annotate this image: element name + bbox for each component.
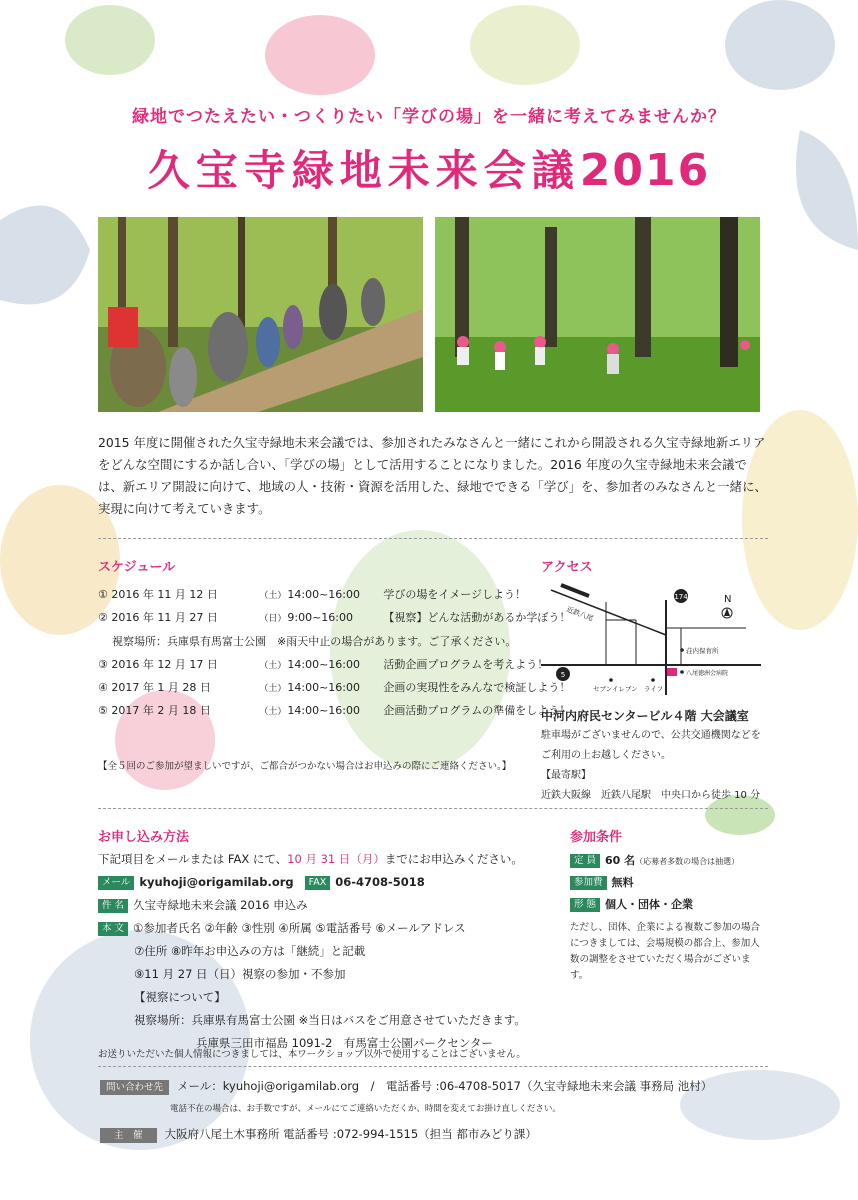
fee-row: 参加費 無料 (570, 872, 760, 894)
conditions-heading: 参加条件 (570, 830, 623, 845)
svg-text:N: N (724, 594, 732, 605)
privacy-note: お送りいただいた個人情報につきましては、本ワークショップ以外で使用することはございません。 (98, 1049, 526, 1060)
leaf-stamp-blue (725, 0, 835, 90)
apply-visit-2: 兵庫県三田市福島 1091-2 有馬富士公園パークセンター (196, 1036, 493, 1050)
title-year: 2016 (579, 145, 711, 196)
access-station: 近鉄大阪線 近鉄八尾駅 中央口から徒歩 10 分 (541, 790, 761, 801)
apply-lead: 下記項目をメールまたは FAX にて、10 月 31 日（月）までにお申込みください。 (98, 852, 523, 866)
host-tag: 主 催 (100, 1128, 157, 1143)
subject-tag: 件 名 (98, 899, 128, 913)
schedule-heading: スケジュール (98, 560, 176, 575)
svg-text:ライフ: ライフ (644, 685, 664, 693)
svg-text:5: 5 (560, 671, 566, 679)
schedule-item: ⑤ 2017 年 2 月 18 日 （土）14:00~16:00 企画活動プログラムの準備をしよう！ (98, 704, 571, 718)
access-note-1: 駐車場がございませんので、公共交通機関などを (541, 730, 761, 741)
svg-text:セブンイレブン: セブンイレブン (593, 685, 638, 693)
access-note-2: ご利用の上お越しください。 (541, 750, 671, 761)
photo-forest-walk (98, 217, 423, 412)
header-subtitle: 緑地でつたえたい・つくりたい「学びの場」を一緒に考えてみませんか？ (132, 107, 726, 127)
svg-text:八尾徳洲会病院: 八尾徳洲会病院 (686, 670, 729, 677)
divider-bottom (98, 1066, 768, 1067)
leaf-stamp-blue-left (0, 205, 90, 304)
contact-note: 電話不在の場合は、お手数ですが、メールにてご連絡いただくか、時間を変えてお掛け直しください。 (170, 1104, 561, 1114)
apply-mail-link[interactable]: kyuhoji@origamilab.org (139, 875, 294, 889)
divider-middle (98, 808, 768, 809)
access-station-label: 【最寄駅】 (541, 770, 591, 781)
svg-text:近鉄八尾: 近鉄八尾 (565, 605, 595, 623)
svg-text:荘内保育所: 荘内保育所 (686, 647, 719, 655)
apply-visit-head: 【視察について】 (134, 990, 226, 1004)
apply-body-row-2: ⑦住所 ⑧昨年お申込みの方は「継続」と記載 (134, 944, 366, 958)
contact-row (100, 1078, 712, 1095)
apply-body-row-3: ⑨11 月 27 日（日）視察の参加・不参加 (134, 967, 346, 981)
apply-contact-row (98, 871, 558, 894)
host-row (100, 1126, 537, 1143)
venue-marker (667, 668, 677, 676)
body-tag: 本 文 (98, 922, 128, 936)
access-venue: 中河内府民センタービル４階 大会議室 (541, 709, 749, 723)
schedule-item: ② 2016 年 11 月 27 日 （日）9:00~16:00 【視察】どんな活動があるか学ぼう！ (98, 611, 571, 625)
form-row: 形 態 個人・団体・企業 (570, 894, 760, 916)
leaf-stamp-yellow (470, 5, 580, 85)
schedule-footnote: 【全５回のご参加が望ましいですが、ご都合がつかない場合はお申込みの際にご連絡ください。】 (98, 761, 512, 772)
capacity-row: 定 員 60 名（応募者多数の場合は抽選） (570, 850, 760, 872)
intro-paragraph: 2015 年度に開催された久宝寺緑地未来会議では、参加されたみなさんと一緒にこれから開設される久宝寺緑地新エリアをどんな空間にするか話し合い、「学びの場」として活用することになりました。2016 年度の久宝寺緑地未来会議では、新エリア開設に向けて、地域の人・技術・資源を活用した、緑地でできる「学び」を、参加者のみなさんと一緒に、実現に向けて考えていきます。 (98, 435, 767, 516)
contact-text: メール：kyuhoji@origamilab.org / 電話番号 :06-4708-5017（久宝寺緑地未来会議 事務局 池村） (177, 1079, 713, 1093)
svg-text:174: 174 (674, 593, 688, 601)
conditions-note: ただし、団体、企業による複数ご参加の場合につきましては、会場規模の都合上、参加人数の調整をさせていただく場合がございます。 (570, 922, 761, 981)
apply-visit-1: 視察場所：兵庫県有馬富士公園 ※当日はバスをご用意させていただきます。 (134, 1013, 526, 1027)
host-text: 大阪府八尾土木事務所 電話番号 :072-994-1515（担当 都市みどり課） (164, 1127, 537, 1141)
apply-section (98, 848, 558, 1055)
schedule-list (98, 583, 571, 723)
apply-subject-row: 件 名 久宝寺緑地未来会議 2016 申込み (98, 894, 558, 917)
access-heading: アクセス (541, 560, 593, 575)
title-text: 久宝寺緑地未来会議 (147, 146, 580, 195)
fax-tag: FAX (305, 876, 331, 890)
schedule-visit-note: 視察場所：兵庫県有馬富士公園 ※雨天中止の場合があります。ご了承ください。 (112, 634, 517, 648)
divider-top (98, 538, 768, 539)
apply-heading: お申し込み方法 (98, 830, 190, 845)
access-map (541, 580, 761, 695)
conditions-section (570, 850, 760, 984)
access-info (541, 706, 781, 806)
contact-tag: 問い合わせ先 (100, 1080, 169, 1095)
apply-fax: 06-4708-5018 (335, 875, 425, 889)
schedule-item: ③ 2016 年 12 月 17 日 （土）14:00~16:00 活動企画プログラムを考えよう！ (98, 657, 549, 671)
leaf-stamp-green (65, 5, 155, 75)
schedule-item: ④ 2017 年 1 月 28 日 （土）14:00~16:00 企画の実現性をみんなで検証しよう！ (98, 681, 571, 695)
schedule-item: ① 2016 年 11 月 12 日 （土）14:00~16:00 学びの場をイメージしよう！ (98, 588, 527, 601)
photo-park-children (435, 217, 760, 412)
camera-stamp-pink (265, 15, 375, 95)
apply-body-row: 本 文 ①参加者氏名 ②年齢 ③性別 ④所属 ⑤電話番号 ⑥メールアドレス (98, 917, 558, 940)
page-title (0, 138, 858, 198)
mail-tag: メール (98, 876, 134, 890)
